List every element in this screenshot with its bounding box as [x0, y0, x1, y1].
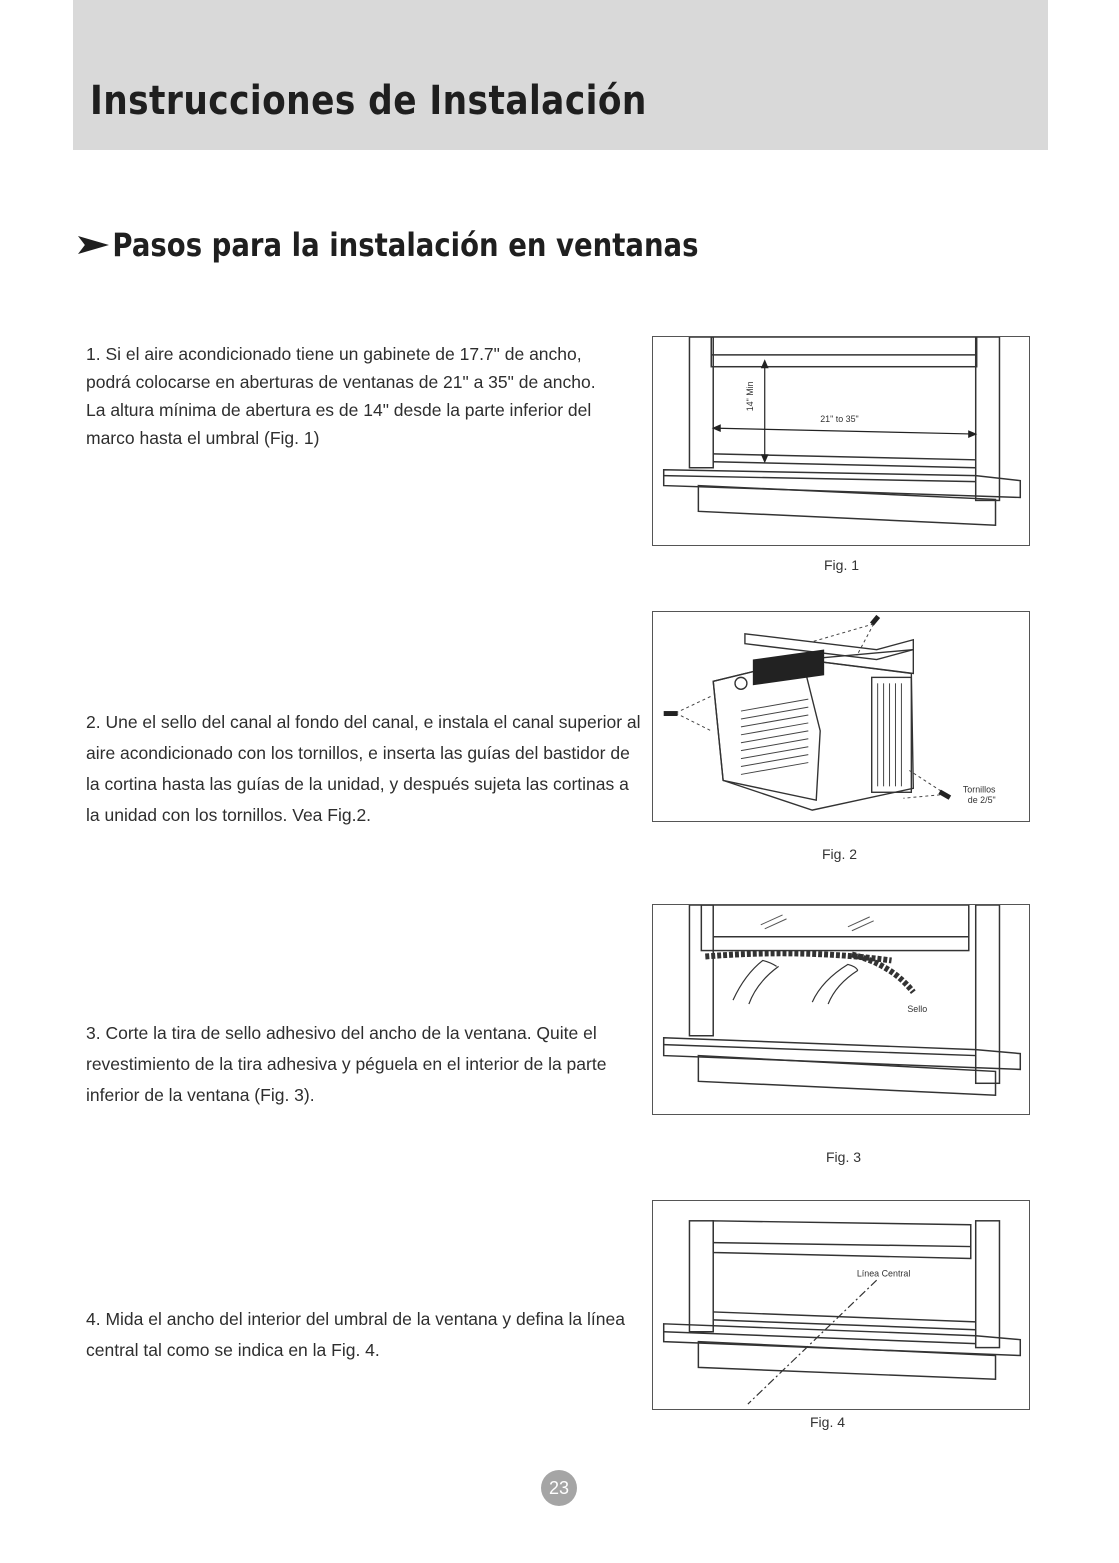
unit-assembly-illustration — [653, 612, 1029, 821]
figure-1-caption: Fig. 1 — [824, 557, 860, 573]
figure-2-caption: Fig. 2 — [822, 846, 858, 862]
screws-label-line-2: de 2/5" — [967, 795, 996, 806]
figure-2-unit-assembly — [652, 611, 1030, 822]
page-number-badge: 23 — [541, 1470, 577, 1506]
step-4-text: 4. Mida el ancho del interior del umbral de la ventana y defina la línea central tal como se indica en la Fig. 4. — [86, 1309, 625, 1360]
screws-label-line-1: Tornillos — [962, 784, 996, 795]
page-title: Instrucciones de Instalación — [90, 78, 647, 124]
width-label: 21" to 35" — [820, 414, 859, 425]
center-line-label: Línea Central — [856, 1268, 911, 1279]
figure-3-caption: Fig. 3 — [826, 1149, 862, 1165]
section-heading — [78, 226, 698, 264]
window-dimensions-illustration — [653, 337, 1029, 545]
figure-4-center-line — [652, 1200, 1030, 1410]
header-band — [73, 0, 1048, 150]
section-heading-text: Pasos para la instalación en ventanas — [112, 226, 699, 264]
arrow-bullet-icon — [78, 234, 109, 256]
figure-4-caption: Fig. 4 — [810, 1414, 846, 1430]
seal-strip-illustration — [653, 905, 1029, 1114]
step-2-text: 2. Une el sello del canal al fondo del canal, e instala el canal superior al aire acondicionado con los tornillos, e inserta las guías del bastidor de la cortina hasta las guías de la unidad, y después sujeta las cortinas a la unidad con los tornillos. Vea Fig.2. — [86, 712, 641, 825]
step-3-text: 3. Corte la tira de sello adhesivo del ancho de la ventana. Quite el revestimiento de la tira adhesiva y péguela en el interior de la parte inferior de la ventana (Fig. 3). — [86, 1023, 607, 1105]
step-1-text: 1. Si el aire acondicionado tiene un gabinete de 17.7" de ancho, podrá colocarse en aberturas de ventanas de 21" a 35" de ancho. La altura mínima de abertura es de 14" desde la parte inferior del marco hasta el umbral (Fig. 1) — [86, 344, 596, 448]
seal-label: Sello — [907, 1003, 928, 1014]
figure-3-seal-strip — [652, 904, 1030, 1115]
figure-1-window-dimensions — [652, 336, 1030, 546]
center-line-illustration — [653, 1201, 1029, 1409]
height-label: 14" Min — [744, 381, 755, 412]
